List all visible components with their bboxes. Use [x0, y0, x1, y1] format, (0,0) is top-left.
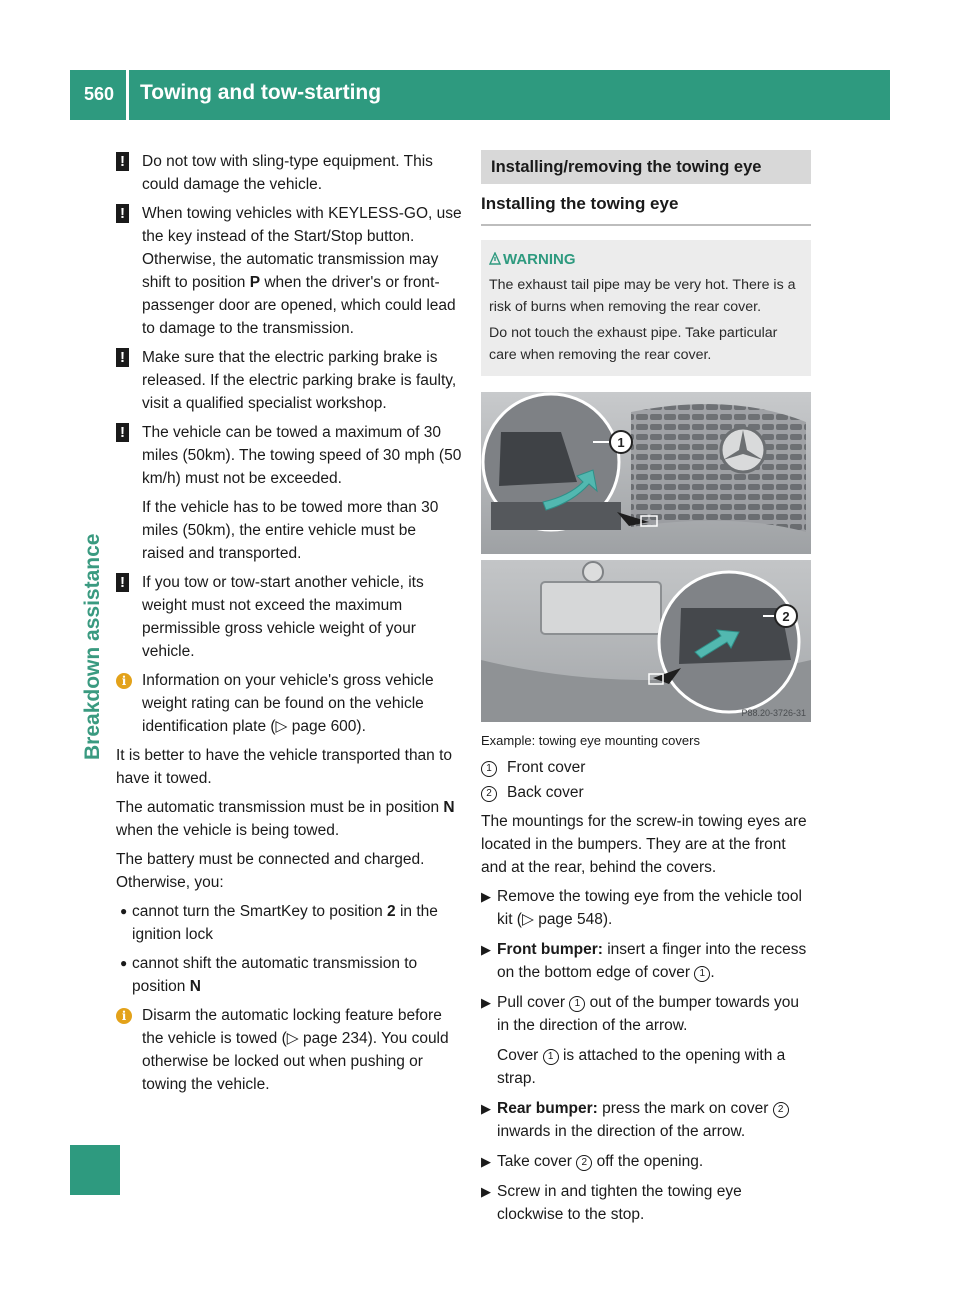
- step-arrow-icon: ▶: [481, 1184, 491, 1199]
- warning-text: The exhaust tail pipe may be very hot. There is a risk of burns when removing the rear cover.: [489, 277, 796, 315]
- step-arrow-icon: ▶: [481, 995, 491, 1010]
- warning-text: Do not touch the exhaust pipe. Take particular care when removing the rear cover.: [489, 325, 778, 363]
- info-text: Disarm the automatic locking feature before the vehicle is towed (▷ page 234). You could otherwise be locked out when pushing or towing the vehicle.: [142, 1007, 449, 1093]
- info-item: [116, 1004, 462, 1096]
- callout-number: 2: [773, 1102, 789, 1118]
- legend-item: 2 Back cover: [481, 781, 811, 804]
- note-text: Do not tow with sling-type equipment. This could damage the vehicle.: [142, 153, 433, 193]
- left-column: [116, 150, 462, 1102]
- step-arrow-icon: ▶: [481, 1101, 491, 1116]
- legend-item: 1 Front cover: [481, 756, 811, 779]
- exclamation-icon: !: [116, 348, 129, 367]
- note-item: [116, 421, 462, 490]
- side-tab-marker: [70, 1145, 120, 1195]
- paragraph: It is better to have the vehicle transported than to have it towed.: [116, 747, 453, 787]
- note-subtext: If the vehicle has to be towed more than 30 miles (50km), the entire vehicle must be raised and transported.: [142, 499, 439, 562]
- figure-callout-1: 1: [617, 435, 625, 450]
- list-item: ● cannot shift the automatic transmission to position N: [116, 952, 462, 998]
- note-item: [116, 571, 462, 663]
- page-number: 560: [83, 84, 115, 104]
- step-arrow-icon: ▶: [481, 942, 491, 957]
- warning-triangle-icon: [489, 252, 501, 272]
- warning-header: WARNING: [489, 250, 803, 270]
- step-item: ▶ Remove the towing eye from the vehicle tool kit (▷ page 548).: [481, 885, 811, 931]
- note-item: [116, 346, 462, 415]
- subheading: Installing the towing eye: [481, 192, 811, 226]
- header-divider: [126, 70, 129, 120]
- paragraph: The automatic transmission must be in position N when the vehicle is being towed.: [116, 799, 455, 839]
- figure-code: P88.20-3726-31: [741, 708, 806, 718]
- info-icon: i: [116, 1008, 132, 1024]
- info-text: Information on your vehicle's gross vehicle weight rating can be found on the vehicle identification plate (▷ page 600).: [142, 672, 434, 735]
- callout-number: 1: [543, 1049, 559, 1065]
- paragraph: The battery must be connected and charged. Otherwise, you:: [116, 851, 425, 891]
- figure-callout-2: 2: [782, 609, 790, 624]
- callout-number: 2: [576, 1155, 592, 1171]
- paragraph: The mountings for the screw-in towing eyes are located in the bumpers. They are at the front and at the rear, behind the covers.: [481, 813, 807, 876]
- note-item: [116, 202, 462, 340]
- bullet-icon: ●: [120, 956, 128, 970]
- section-side-label: Breakdown assistance: [81, 533, 104, 760]
- front-bumper-illustration: [481, 392, 811, 554]
- note-text: when the driver's or front-passenger door are opened, which could lead to damage to the transmission.: [142, 274, 456, 337]
- list-item: ● cannot turn the SmartKey to position 2 in the ignition lock: [116, 900, 462, 946]
- step-subtext: Cover 1 is attached to the opening with a strap.: [497, 1047, 786, 1087]
- info-icon: i: [116, 673, 132, 689]
- note-text: Make sure that the electric parking brake is released. If the electric parking brake is faulty, visit a qualified specialist workshop.: [142, 349, 457, 412]
- note-text: When towing vehicles with KEYLESS-GO, use the key instead of the Start/Stop button. Otherwise, the automatic transmission may shift to position: [142, 205, 462, 291]
- note-item: [116, 150, 462, 196]
- exclamation-icon: !: [116, 423, 129, 442]
- step-item: ▶ Rear bumper: press the mark on cover 2 inwards in the direction of the arrow.: [481, 1097, 811, 1143]
- step-item: ▶ Take cover 2 off the opening.: [481, 1150, 811, 1173]
- exclamation-icon: !: [116, 204, 129, 223]
- note-text: If you tow or tow-start another vehicle, its weight must not exceed the maximum permissible gross vehicle weight of your vehicle.: [142, 574, 424, 660]
- callout-number: 1: [481, 761, 497, 777]
- bullet-icon: ●: [120, 904, 128, 918]
- step-arrow-icon: ▶: [481, 1154, 491, 1169]
- callout-number: 1: [694, 966, 710, 982]
- note-bold: P: [249, 274, 261, 291]
- figure-caption: Example: towing eye mounting covers: [481, 733, 700, 748]
- callout-number: 2: [481, 786, 497, 802]
- right-column: [481, 150, 811, 1233]
- rear-bumper-illustration: [481, 560, 811, 722]
- callout-number: 1: [569, 996, 585, 1012]
- exclamation-icon: !: [116, 573, 129, 592]
- warning-box: [481, 240, 811, 376]
- step-item: ▶ Screw in and tighten the towing eye clockwise to the stop.: [481, 1180, 811, 1226]
- info-item: [116, 669, 462, 738]
- exclamation-icon: !: [116, 152, 129, 171]
- step-arrow-icon: ▶: [481, 889, 491, 904]
- page-title: Towing and tow-starting: [140, 81, 382, 104]
- step-item: ▶ Front bumper: insert a finger into the recess on the bottom edge of cover 1 .: [481, 938, 811, 984]
- section-heading: Installing/removing the towing eye: [481, 150, 811, 184]
- step-item: ▶ Pull cover 1 out of the bumper towards you in the direction of the arrow.: [481, 991, 811, 1037]
- note-text: The vehicle can be towed a maximum of 30 miles (50km). The towing speed of 30 mph (50 km/h) must not be exceeded.: [142, 424, 462, 487]
